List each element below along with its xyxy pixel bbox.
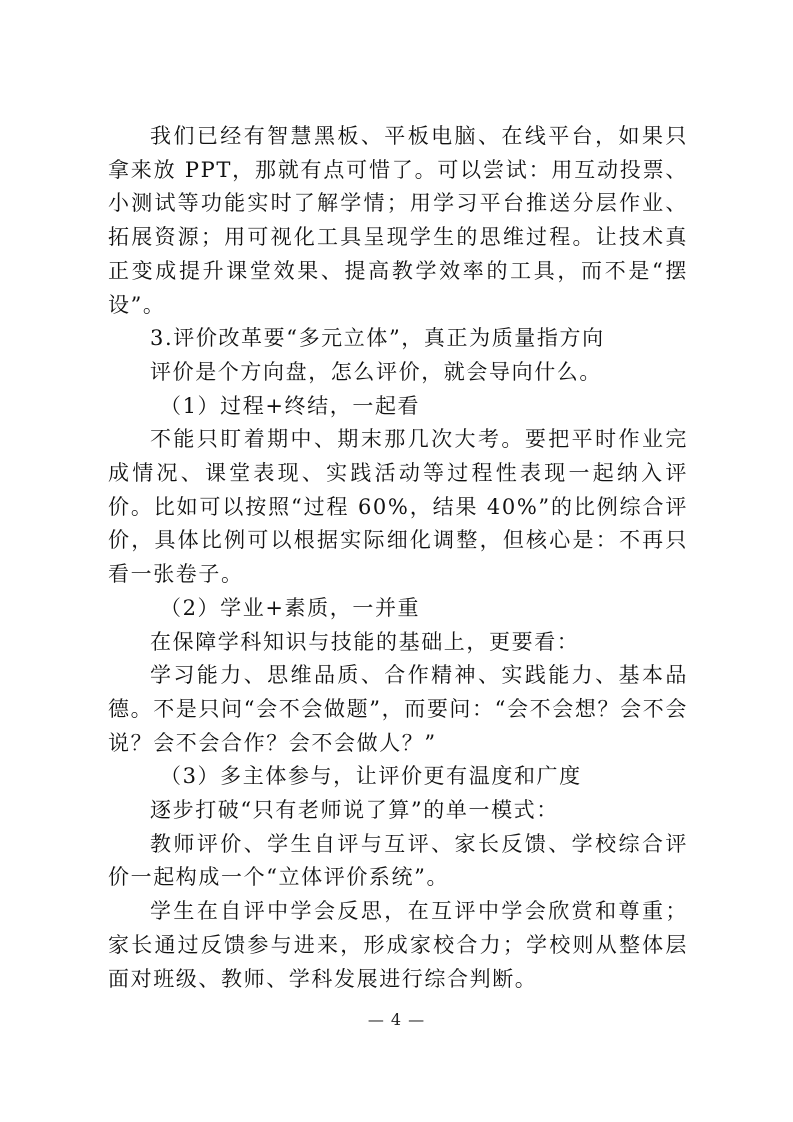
subheading-academic-quality: （2）学业+素质，一并重 bbox=[160, 595, 421, 620]
paragraph-evaluation-intro: 评价是个方向盘，怎么评价，就会导向什么。 bbox=[150, 359, 602, 384]
paragraph-process-final: 不能只盯着期中、期末那几次大考。要把平时作业完成情况、课堂表现、实践活动等过程性表现一起纳入评价。比如可以按照“过程 60%，结果 40%”的比例综合评价，具体比例可以根据实际细化调整，但核心是：不再只看一张卷子。 bbox=[108, 427, 688, 587]
paragraph-evaluation-system: 教师评价、学生自评与互评、家长反馈、学校综合评价一起构成一个“立体评价系统”。 bbox=[108, 831, 688, 890]
section-heading-evaluation-reform: 3.评价改革要“多元立体”，真正为质量指方向 bbox=[150, 326, 605, 351]
subheading-process-final: （1）过程+终结，一起看 bbox=[160, 393, 421, 418]
paragraph-break-single-mode: 逐步打破“只有老师说了算”的单一模式： bbox=[150, 798, 559, 823]
paragraph-reflection: 学生在自评中学会反思，在互评中学会欣赏和尊重；家长通过反馈参与进来，形成家校合力；学校则从整体层面对班级、教师、学科发展进行综合判断。 bbox=[108, 899, 688, 991]
paragraph-abilities: 学习能力、思维品质、合作精神、实践能力、基本品德。不是只问“会不会做题”，而要问：“会不会想？会不会说？会不会合作？会不会做人？” bbox=[108, 663, 688, 755]
body-text bbox=[108, 120, 688, 996]
paragraph-academic-basis: 在保障学科知识与技能的基础上，更要看： bbox=[150, 629, 580, 654]
subheading-multi-subject: （3）多主体参与，让评价更有温度和广度 bbox=[160, 764, 582, 789]
page-number: — 4 — bbox=[367, 1010, 426, 1029]
paragraph-tech-tools: 我们已经有智慧黑板、平板电脑、在线平台，如果只拿来放 PPT，那就有点可惜了。可以尝试：用互动投票、小测试等功能实时了解学情；用学习平台推送分层作业、拓展资源；用可视化工具呈现学生的思维过程。让技术真正变成提升课堂效果、提高教学效率的工具，而不是“摆设”。 bbox=[108, 124, 688, 317]
